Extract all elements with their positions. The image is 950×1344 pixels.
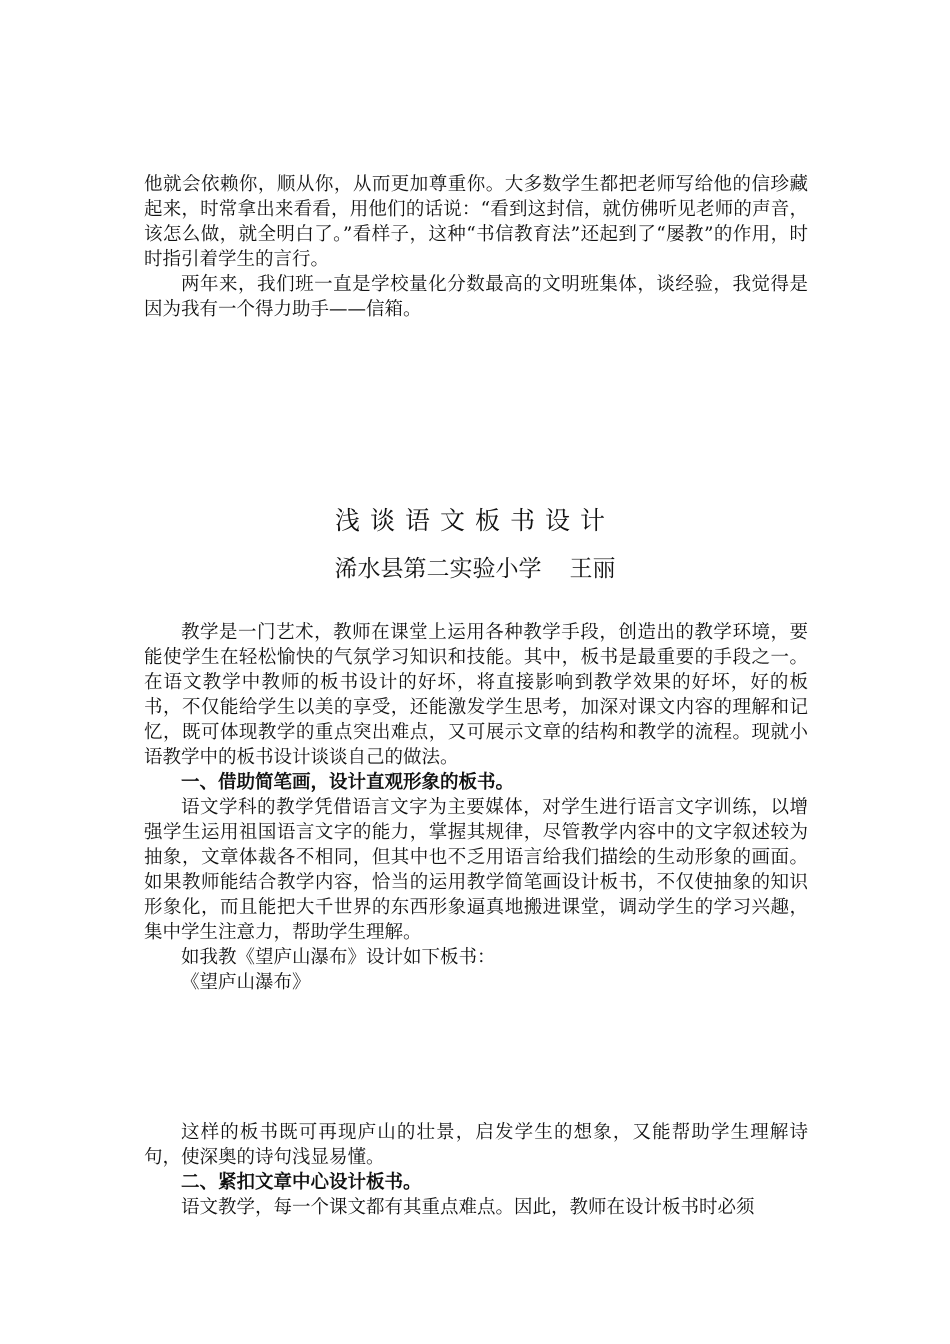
paragraph: 语文学科的教学凭借语言文字为主要媒体，对学生进行语言文字训练，以增强学生运用祖国语言文字的能力，掌握其规律，尽管教学内容中的文字叙述较为抽象，文章体裁各不相同，但其中也不乏用语言给我们描绘的生动形象的画面。如果教师能结合教学内容，恰当的运用教学简笔画设计板书，不仅使抽象的知识形象化，而且能把大千世界的东西形象逼真地搬进课堂，调动学生的学习兴趣，集中学生注意力，帮助学生理解。 xyxy=(144,797,808,943)
paragraph: 这样的板书既可再现庐山的壮景，启发学生的想象，又能帮助学生理解诗句，使深奥的诗句浅显易懂。 xyxy=(144,1122,808,1168)
article-body-part1 xyxy=(144,620,808,995)
previous-article-ending xyxy=(144,172,808,322)
article-title: 浅谈语文板书设计 xyxy=(334,506,615,535)
paragraph: 两年来，我们班一直是学校量化分数最高的文明班集体，谈经验，我觉得是因为我有一个得力助手——信箱。 xyxy=(144,274,808,320)
school-name: 浠水县第二实验小学 xyxy=(334,556,542,582)
article-body-part2 xyxy=(144,1120,808,1220)
intro-paragraph: 教学是一门艺术，教师在课堂上运用各种教学手段，创造出的教学环境，要能使学生在轻松愉快的气氛学习知识和技能。其中，板书是最重要的手段之一。在语文教学中教师的板书设计的好坏，将直接影响到教学效果的好坏，好的板书，不仅能给学生以美的享受，还能激发学生思考，加深对课文内容的理解和记忆，既可体现教学的重点突出难点，又可展示文章的结构和教学的流程。现就小语教学中的板书设计谈谈自己的做法。 xyxy=(144,622,808,768)
board-example-title: 《望庐山瀑布》 xyxy=(181,972,311,993)
author-name: 王丽 xyxy=(569,556,616,582)
section-heading: 一、借助简笔画，设计直观形象的板书。 xyxy=(181,772,515,793)
paragraph: 语文教学，每一个课文都有其重点难点。因此，教师在设计板书时必须 xyxy=(181,1197,755,1218)
article-byline xyxy=(0,553,950,585)
section-heading: 二、紧扣文章中心设计板书。 xyxy=(181,1172,422,1193)
paragraph: 如我教《望庐山瀑布》设计如下板书： xyxy=(181,947,496,968)
paragraph: 他就会依赖你，顺从你，从而更加尊重你。大多数学生都把老师写给他的信珍藏起来，时常拿出来看看，用他们的话说：“看到这封信，就仿佛听见老师的声音，该怎么做，就全明白了。”看样子，这种“书信教育法”还起到了“屡教”的作用，时时指引着学生的言行。 xyxy=(144,174,808,270)
